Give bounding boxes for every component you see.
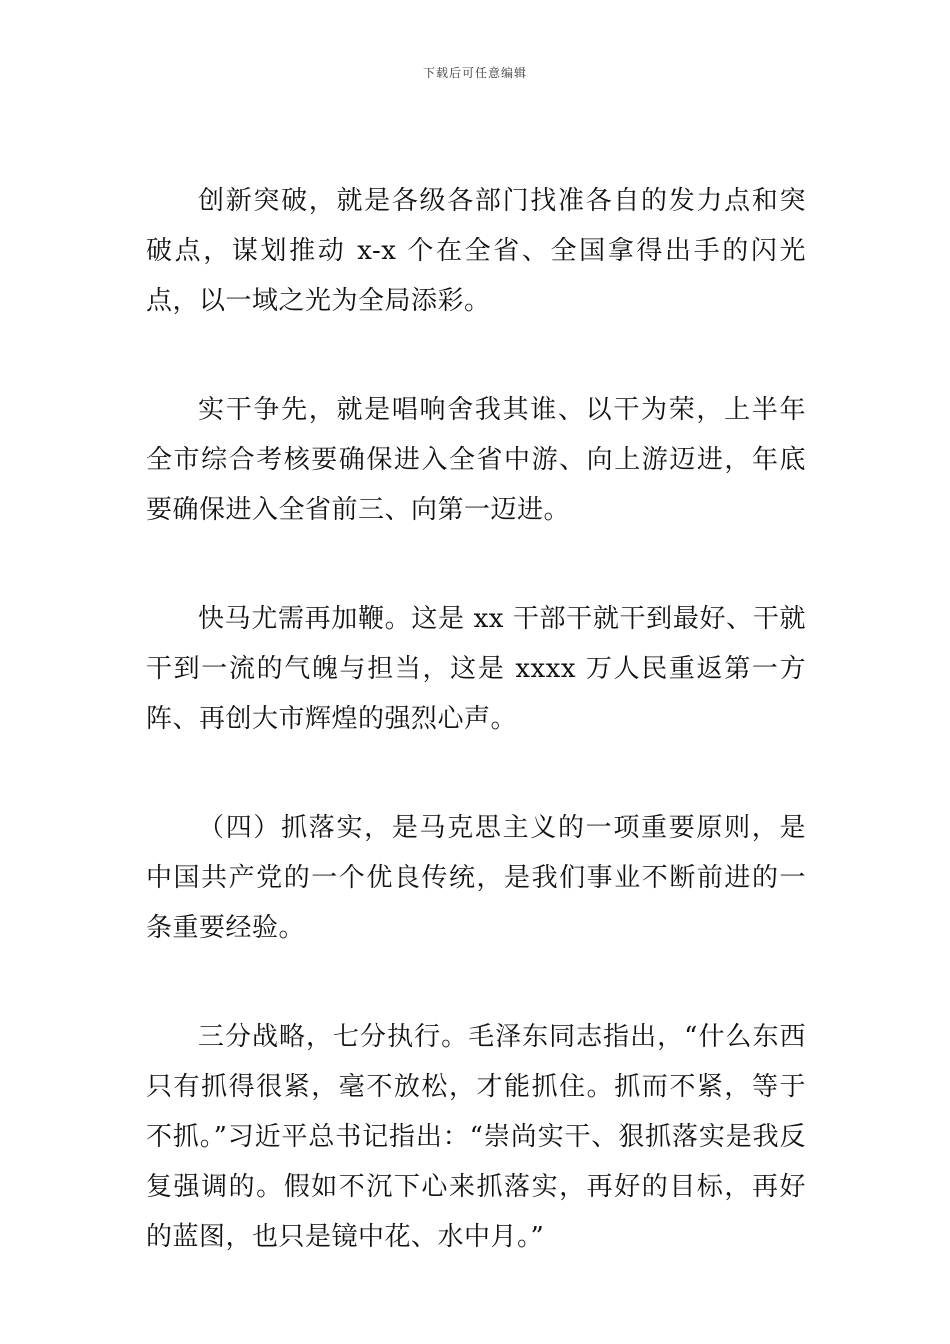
paragraph-urgency: 快马尤需再加鞭。这是 xx 干部干就干到最好、干就干到一流的气魄与担当，这是 xxxx 万人民重返第一方阵、再创大市辉煌的强烈心声。 <box>146 604 806 734</box>
paragraph-innovation: 创新突破，就是各级各部门找准各自的发力点和突破点，谋划推动 x-x 个在全省、全国拿得出手的闪光点，以一域之光为全局添彩。 <box>146 186 806 316</box>
paragraph-hard-work: 实干争先，就是唱响舍我其谁、以干为荣，上半年全市综合考核要确保进入全省中游、向上游迈进，年底要确保进入全省前三、向第一迈进。 <box>146 395 806 525</box>
paragraph-strategy-quote: 三分战略，七分执行。毛泽东同志指出，“什么东西只有抓得很紧，毫不放松，才能抓住。抓而不紧，等于不抓。”习近平总书记指出：“崇尚实干、狠抓落实是我反复强调的。假如不沉下心来抓落实，再好的目标，再好的蓝图，也只是镜中花、水中月。” <box>146 1022 806 1252</box>
document-body <box>146 176 806 1262</box>
paragraph-implementation: （四）抓落实，是马克思主义的一项重要原则，是中国共产党的一个优良传统，是我们事业不断前进的一条重要经验。 <box>146 813 806 943</box>
page-header: 下载后可任意编辑 <box>422 66 527 80</box>
